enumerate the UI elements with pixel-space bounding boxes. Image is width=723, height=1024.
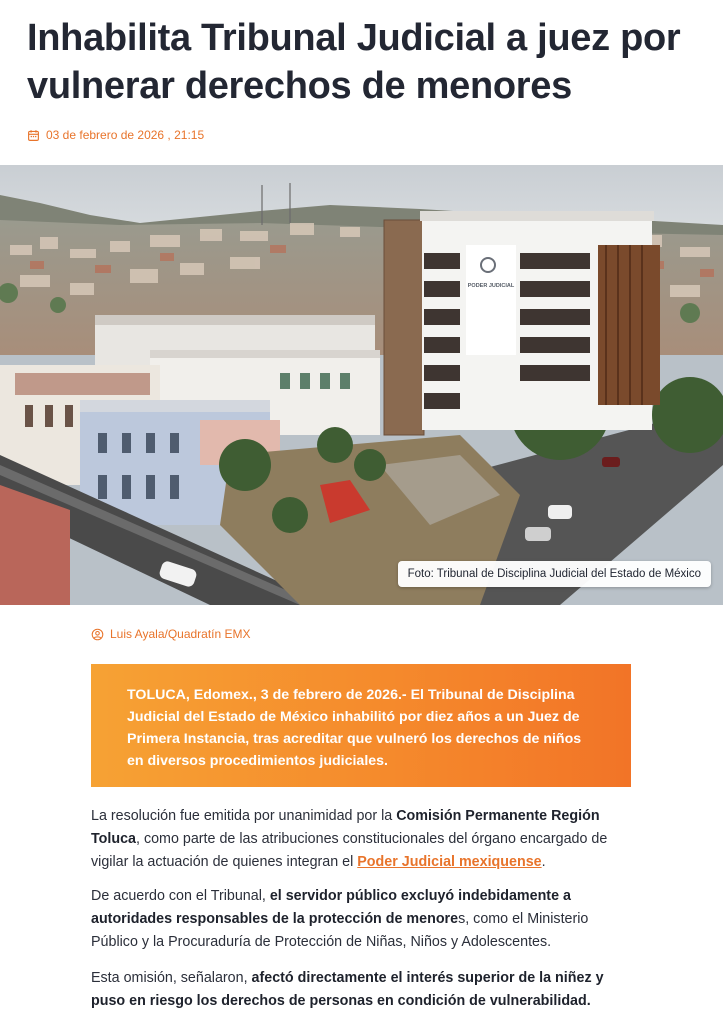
paragraph-3	[91, 967, 636, 1013]
paragraph-1	[91, 805, 636, 874]
paragraph-2	[91, 885, 636, 954]
paragraph-1-bold: Comisión Permanente Región Toluca	[91, 808, 600, 847]
photo-caption: Foto: Tribunal de Disciplina Judicial del Estado de México	[398, 561, 711, 587]
article-date	[27, 128, 204, 142]
paragraph-2-bold: el servidor público excluyó indebidamente a autoridades responsables de la protección de menore	[91, 888, 571, 927]
building-sign: PODER JUDICIAL	[467, 283, 515, 289]
date-text: 03 de febrero de 2026 , 21:15	[46, 128, 205, 142]
author-name: Luis Ayala/Quadratín EMX	[110, 627, 251, 641]
article-photo[interactable]	[0, 165, 723, 605]
paragraph-2-text-a: De acuerdo con el Tribunal,	[91, 888, 270, 904]
article-lead: TOLUCA, Edomex., 3 de febrero de 2026.- El Tribunal de Disciplina Judicial del Estado de México inhabilitó por diez años a un Juez de Primera Instancia, tras acreditar que vulneró los derechos de niños en diversos procedimientos judiciales.	[91, 664, 631, 787]
poder-judicial-link[interactable]: Poder Judicial mexiquense	[357, 854, 542, 870]
paragraph-3-text-a: Esta omisión, señalaron,	[91, 970, 252, 986]
paragraph-3-bold: afectó directamente el interés superior de la niñez y puso en riesgo los derechos de personas en condición de vulnerabilidad.	[91, 970, 604, 1009]
paragraph-2-text-b: s, como el Ministerio Público y la Procuraduría de Protección de Niñas, Niños y Adolescentes.	[91, 911, 589, 950]
paragraph-1-text-a: La resolución fue emitida por unanimidad por la	[91, 808, 397, 824]
paragraph-1-text-c: .	[541, 854, 546, 870]
calendar-icon	[27, 129, 40, 142]
user-circle-icon	[91, 628, 104, 641]
aerial-city-photo	[0, 165, 723, 605]
article-title: Inhabilita Tribunal Judicial a juez por vulnerar derechos de menores	[27, 17, 681, 107]
article-author[interactable]	[91, 627, 251, 641]
paragraph-1-text-b: , como parte de las atribuciones constitucionales del órgano encargado de vigilar la actuación de quienes integran el	[91, 831, 608, 870]
